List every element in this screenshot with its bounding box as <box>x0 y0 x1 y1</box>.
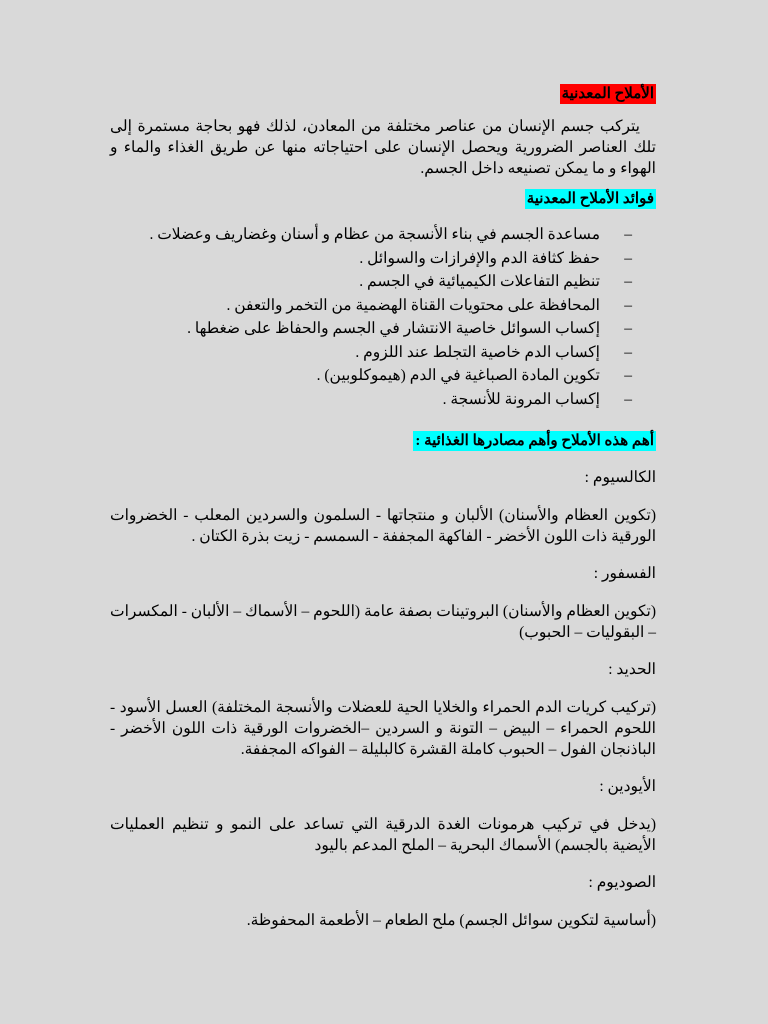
list-item <box>110 317 632 341</box>
list-item-text: حفظ كثافة الدم والإفرازات والسوائل . <box>359 249 600 267</box>
benefits-heading-row <box>110 189 656 209</box>
list-item-text: إكساب المرونة للأنسجة . <box>442 390 600 408</box>
list-item-text: تكوين المادة الصباغية في الدم (هيموكلوبين) . <box>316 367 600 384</box>
sources-heading-row <box>110 431 656 451</box>
title-row <box>110 84 656 104</box>
list-item-text: إكساب الدم خاصية التجلط عند اللزوم . <box>355 343 600 361</box>
page-title: الأملاح المعدنية <box>561 86 654 102</box>
list-item-text: تنظيم التفاعلات الكيميائية في الجسم . <box>359 273 600 290</box>
list-item <box>110 223 632 247</box>
mineral-name-calcium: الكالسيوم : <box>584 469 656 486</box>
list-item-text: إكساب السوائل خاصية الانتشار في الجسم والحفاظ على ضغطها . <box>187 320 600 337</box>
mineral-name-sodium: الصوديوم : <box>588 874 656 891</box>
dash-bullet: – <box>624 320 632 337</box>
benefits-list <box>110 223 656 411</box>
list-item-text: مساعدة الجسم في بناء الأنسجة من عظام و أسنان وغضاريف وعضلات . <box>149 226 600 243</box>
dash-bullet: – <box>624 249 632 267</box>
mineral-desc-iron: (تركيب كريات الدم الحمراء والخلايا الحية للعضلات والأنسجة المختلفة) العسل الأسود - اللحوم الحمراء – البيض – التونة و السردين –الخضروات الورقية ذات اللون الأخضر - الباذنجان الفول – الحبوب كاملة القشرة كالبليلة – الفواكه المجففة. <box>110 699 656 758</box>
list-item <box>110 388 632 412</box>
list-item <box>110 341 632 365</box>
list-item <box>110 247 632 271</box>
dash-bullet: – <box>624 273 632 290</box>
dash-bullet: – <box>624 343 632 361</box>
dash-bullet: – <box>624 296 632 314</box>
mineral-desc-sodium: (أساسية لتكوين سوائل الجسم) ملح الطعام – الأطعمة المحفوظة. <box>246 912 656 929</box>
dash-bullet: – <box>624 390 632 408</box>
dash-bullet: – <box>624 226 632 243</box>
mineral-name-iodine: الأيودين : <box>599 778 656 795</box>
mineral-desc-phosphorus: (تكوين العظام والأسنان) البروتينات بصفة عامة (اللحوم – الأسماك – الألبان - المكسرات – البقوليات – الحبوب) <box>110 603 656 641</box>
mineral-name-iron: الحديد : <box>608 661 656 678</box>
mineral-desc-iodine: (يدخل في تركيب هرمونات الغدة الدرقية التي تساعد على النمو و تنظيم العمليات الأيضية بالجسم) الأسماك البحرية – الملح المدعم باليود <box>110 816 656 854</box>
sources-heading: أهم هذه الأملاح وأهم مصادرها الغذائية : <box>415 433 654 449</box>
benefits-heading: فوائد الأملاح المعدنية <box>526 191 654 207</box>
mineral-name-phosphorus: الفسفور : <box>593 565 656 582</box>
mineral-desc-calcium: (تكوين العظام والأسنان) الألبان و منتجاتها - السلمون والسردين المعلب - الخضروات الورقية ذات اللون الأخضر - الفاكهة المجففة - السمسم - زيت بذرة الكتان . <box>110 507 656 545</box>
list-item <box>110 270 632 294</box>
intro-paragraph: يتركب جسم الإنسان من عناصر مختلفة من المعادن، لذلك فهو بحاجة مستمرة إلى تلك العناصر الضرورية ويحصل الإنسان على احتياجاته منها عن طريق الغذاء والماء و الهواء و ما يمكن تصنيعه داخل الجسم. <box>110 118 656 177</box>
list-item <box>110 294 632 318</box>
list-item <box>110 364 632 388</box>
list-item-text: المحافظة على محتويات القناة الهضمية من التخمر والتعفن . <box>226 296 600 314</box>
dash-bullet: – <box>624 367 632 384</box>
